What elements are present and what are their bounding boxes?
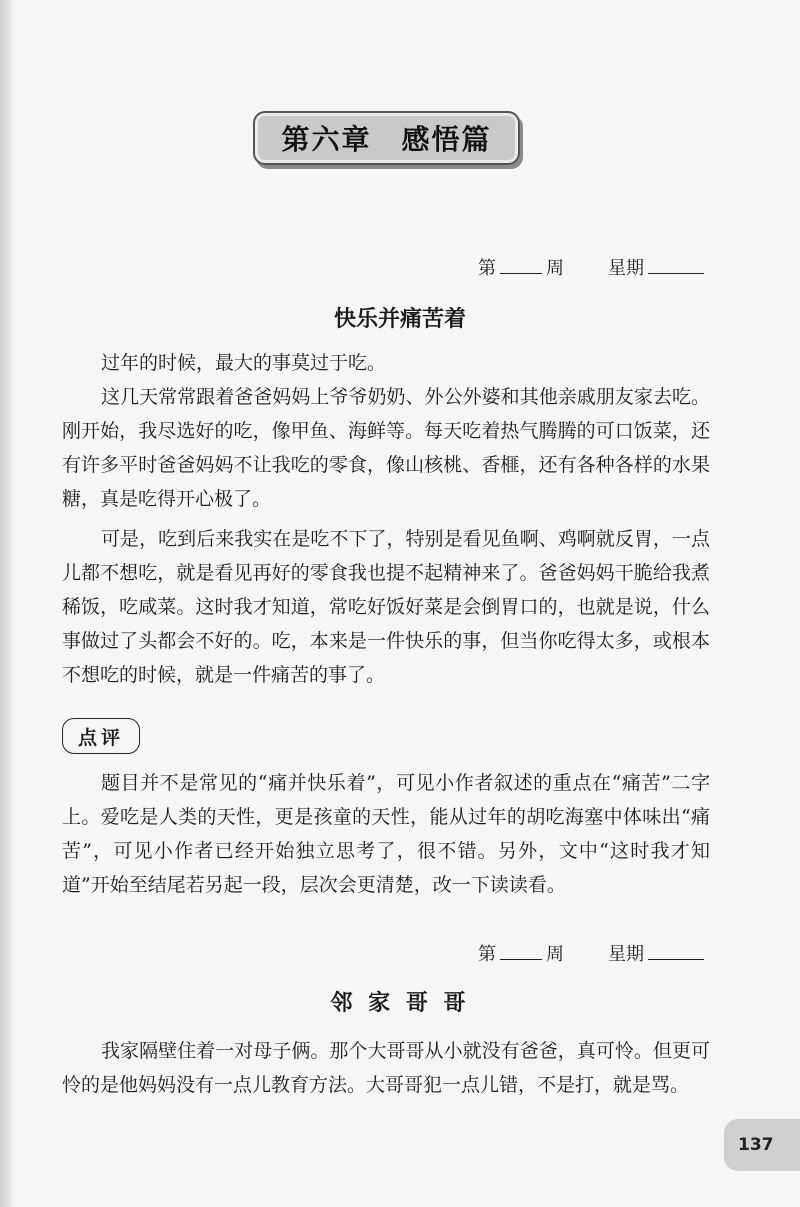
week-day-line-2 [478, 940, 704, 966]
week-prefix: 第 [478, 258, 496, 279]
page-left-edge [0, 0, 14, 1207]
week-suffix: 周 [546, 258, 564, 279]
page-number: 137 [724, 1119, 800, 1171]
essay1-paragraph-1: 过年的时候，最大的事莫过于吃。 [101, 352, 387, 374]
essay2-paragraph-1: 我家隔壁住着一对母子俩。那个大哥哥从小就没有爸爸，真可怜。但更可怜的是他妈妈没有一点儿教育方法。大哥哥犯一点儿错，不是打，就是骂。 [62, 1040, 710, 1096]
week-prefix: 第 [478, 944, 496, 965]
chapter-title: 第六章 感悟篇 [253, 111, 520, 165]
review-tag: 点评 [62, 718, 140, 754]
weekday-blank[interactable] [648, 941, 704, 960]
week-day-line-1 [478, 254, 704, 280]
review-text: 题目并不是常见的“痛并快乐着”，可见小作者叙述的重点在“痛苦”二字上。爱吃是人类的天性，更是孩童的天性，能从过年的胡吃海塞中体味出“痛苦”，可见小作者已经开始独立思考了，很不错。另外，文中“这时我才知道”开始至结尾若另起一段，层次会更清楚，改一下读读看。 [62, 772, 710, 896]
week-number-blank[interactable] [500, 941, 542, 960]
week-suffix: 周 [546, 944, 564, 965]
week-number-blank[interactable] [500, 255, 542, 274]
weekday-blank[interactable] [648, 255, 704, 274]
essay-title-1: 快乐并痛苦着 [333, 307, 466, 332]
essay-title-2: 邻 家 哥 哥 [330, 991, 470, 1016]
essay1-paragraph-3: 可是，吃到后来我实在是吃不下了，特别是看见鱼啊、鸡啊就反胃，一点儿都不想吃，就是看见再好的零食我也提不起精神来了。爸爸妈妈干脆给我煮稀饭，吃咸菜。这时我才知道，常吃好饭好菜是会倒胃口的，也就是说，什么事做过了头都会不好的。吃，本来是一件快乐的事，但当你吃得太多，或根本不想吃的时候，就是一件痛苦的事了。 [62, 528, 710, 686]
weekday-label: 星期 [608, 258, 644, 279]
weekday-label: 星期 [608, 944, 644, 965]
essay1-paragraph-2: 这几天常常跟着爸爸妈妈上爷爷奶奶、外公外婆和其他亲戚朋友家去吃。刚开始，我尽选好的吃，像甲鱼、海鲜等。每天吃着热气腾腾的可口饭菜，还有许多平时爸爸妈妈不让我吃的零食，像山核桃、香榧，还有各种各样的水果糖，真是吃得开心极了。 [62, 386, 710, 510]
